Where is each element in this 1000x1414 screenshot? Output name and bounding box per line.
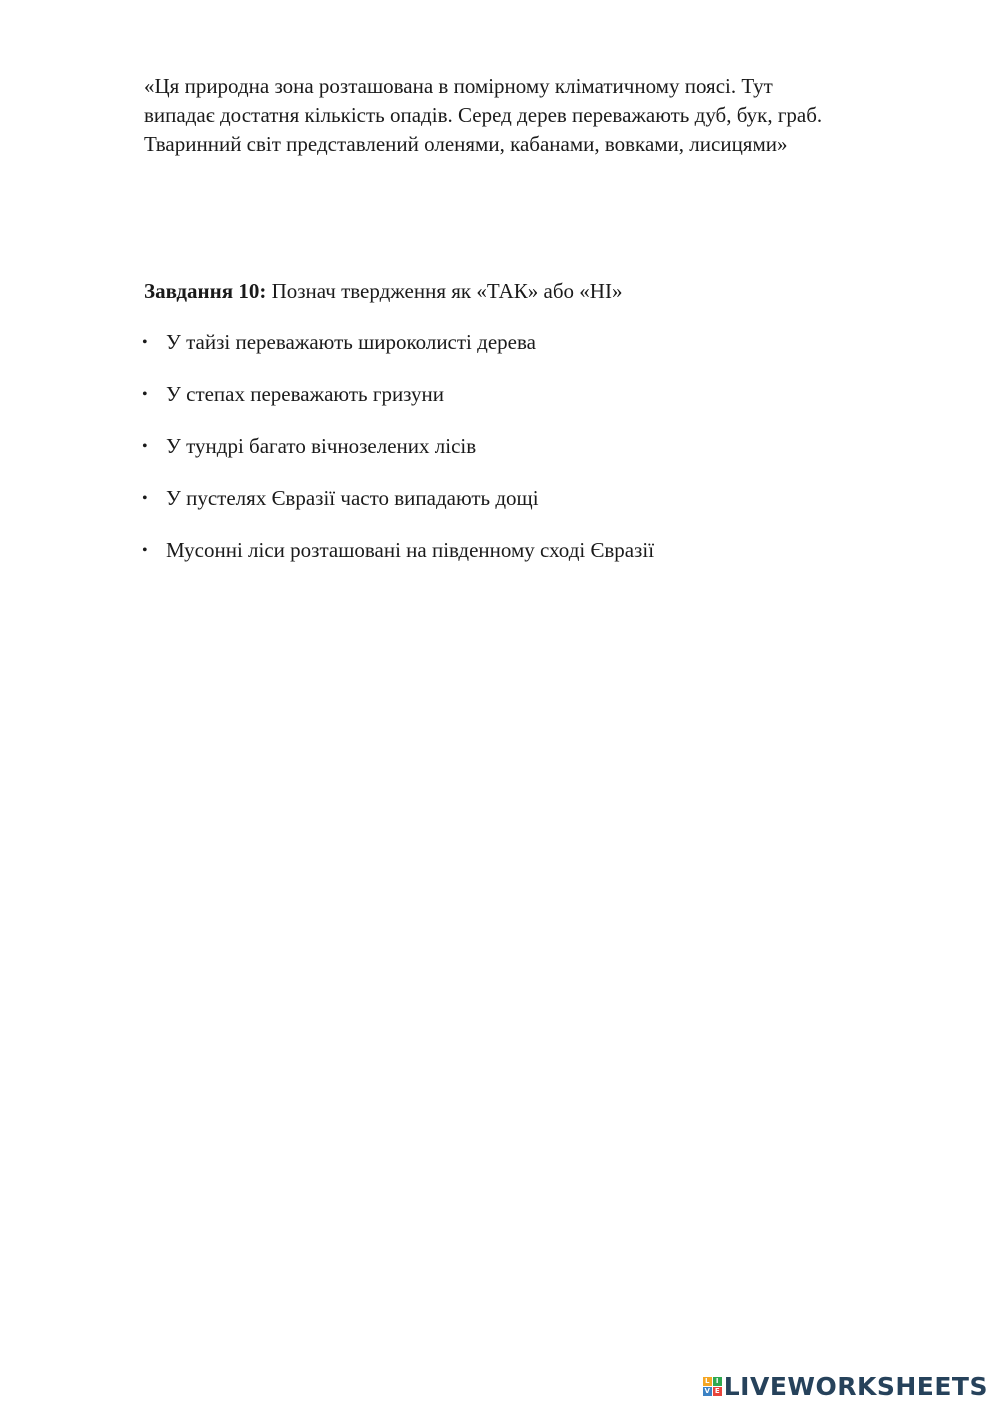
logo-mark-cell: E xyxy=(713,1387,722,1396)
bullet-icon: • xyxy=(142,438,148,455)
statement-text: У пустелях Євразії часто випадають дощі xyxy=(166,486,539,510)
statement-item xyxy=(142,328,654,380)
bullet-icon: • xyxy=(142,542,148,559)
statement-text: У тундрі багато вічнозелених лісів xyxy=(166,434,477,458)
statement-text: У степах переважають гризуни xyxy=(166,382,445,406)
task-heading xyxy=(144,277,622,306)
quote-line: «Ця природна зона розташована в помірному кліматичному поясі. Тут xyxy=(144,74,773,98)
quote-paragraph xyxy=(144,72,944,159)
statement-item xyxy=(142,432,654,484)
liveworksheets-logo xyxy=(703,1370,988,1402)
logo-mark-cell: V xyxy=(704,1386,710,1395)
quote-line: випадає достатня кількість опадів. Серед дерев переважають дуб, бук, граб. xyxy=(144,103,823,127)
statement-list xyxy=(142,328,654,588)
bullet-icon: • xyxy=(142,386,148,403)
statement-item xyxy=(142,484,654,536)
logo-mark-cell: I xyxy=(713,1377,722,1386)
statement-item xyxy=(142,380,654,432)
task-label: Завдання 10: xyxy=(144,279,267,303)
statement-item xyxy=(142,536,654,588)
statement-text: У тайзі переважають широколисті дерева xyxy=(166,330,536,354)
task-instruction: Познач твердження як «ТАК» або «НІ» xyxy=(266,279,623,303)
bullet-icon: • xyxy=(142,334,148,351)
logo-mark-cell: L xyxy=(703,1377,712,1386)
quote-line: Тваринний світ представлений оленями, кабанами, вовками, лисицями» xyxy=(144,132,788,156)
bullet-icon: • xyxy=(142,490,148,507)
logo-text: LIVEWORKSHEETS xyxy=(723,1371,988,1401)
statement-text: Мусонні ліси розташовані на південному сході Євразії xyxy=(166,538,655,562)
logo-mark-icon xyxy=(703,1377,722,1396)
